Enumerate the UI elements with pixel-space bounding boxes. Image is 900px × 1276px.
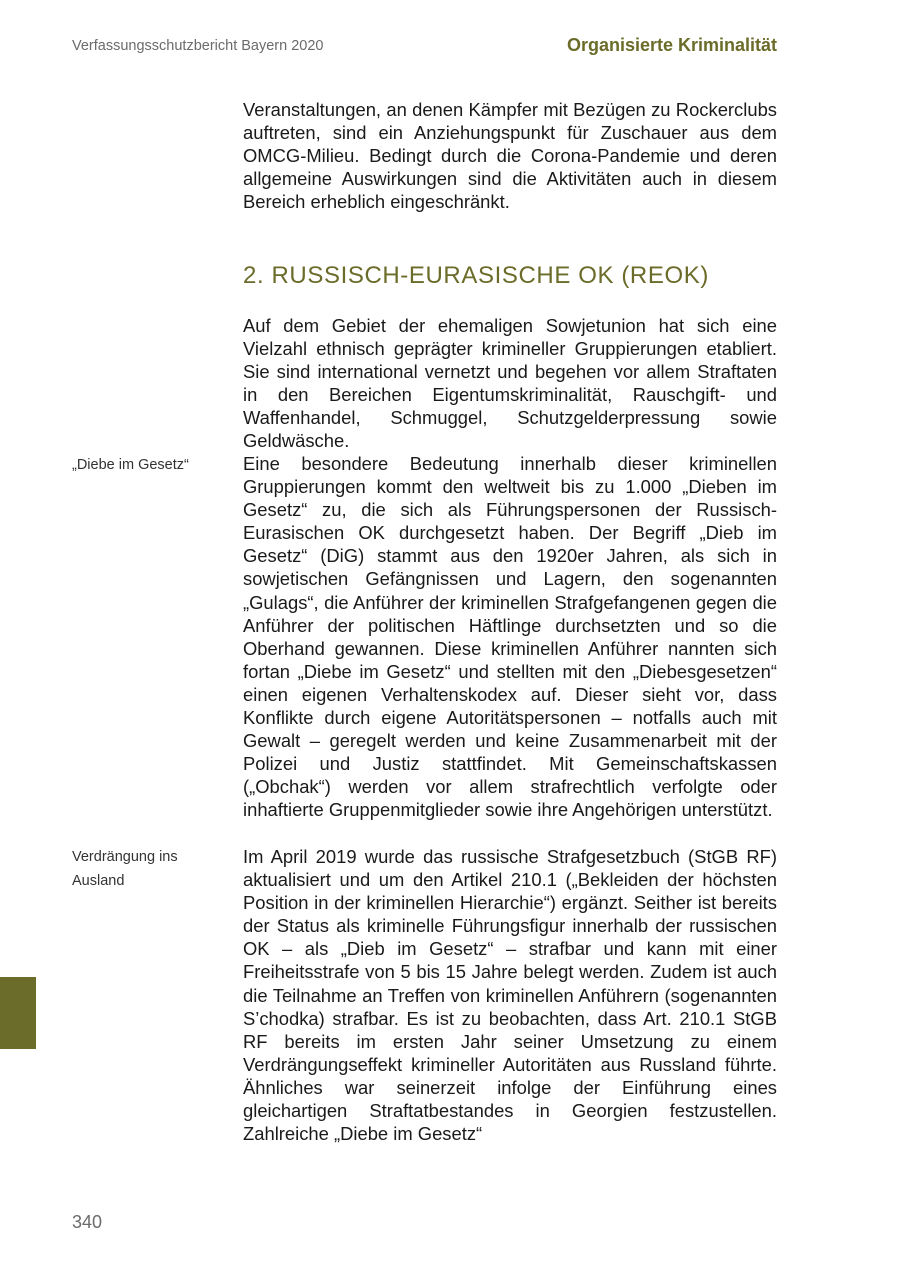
- paragraph-diebe-im-gesetz: Eine besondere Bedeutung innerhalb dieser kriminellen Gruppierungen kommt den weltweit bis zu 1.000 „Dieben im Gesetz“ zu, die sich als Führungspersonen der Russisch-Eurasischen OK durchgesetzt haben. Der Begriff „Dieb im Gesetz“ (DiG) stammt aus den 1920er Jahren, als sich in sowjetischen Gefängnissen und Lagern, den sogenannten „Gulags“, die Anführer der kriminellen Strafgefangenen gegen die Anführer der politischen Häftlinge durchsetzten und so die Oberhand gewannen. Diese kriminellen Anführer nannten sich fortan „Diebe im Gesetz“ und stellten mit den „Diebesgesetzen“ einen eigenen Verhaltenskodex auf. Dieser sieht vor, dass Konflikte durch eigene Autoritätspersonen – notfalls auch mit Gewalt – geregelt werden und keine Zusammenarbeit mit der Polizei und Justiz stattfindet. Mit Gemeinschaftskassen („Obchak“) werden vor allem strafrechtlich verfolgte oder inhaftierte Gruppenmitglieder sowie ihre Angehörigen unterstützt.: [243, 453, 777, 821]
- running-header-title: Verfassungsschutzbericht Bayern 2020: [72, 38, 324, 54]
- paragraph-verdraengung: Im April 2019 wurde das russische Strafgesetzbuch (StGB RF) aktualisiert und um den Artikel 210.1 („Bekleiden der höchsten Position in der kriminellen Hierarchie“) ergänzt. Seither ist bereits der Status als kriminelle Führungsfigur innerhalb der russischen OK – als „Dieb im Gesetz“ – strafbar und kann mit einer Freiheitsstrafe von 5 bis 15 Jahre belegt werden. Zudem ist auch die Teilnahme an Treffen von kriminellen Anführern (sogenannten S’chodka) strafbar. Es ist zu beobachten, dass Art. 210.1 StGB RF bereits im ersten Jahr seiner Umsetzung zu einem Verdrängungseffekt krimineller Autoritäten aus Russland führte. Ähnliches war seinerzeit infolge der Einführung eines gleichartigen Straftatbestandes in Georgien festzustellen. Zahlreiche „Diebe im Gesetz“: [243, 846, 777, 1145]
- page-number: 340: [72, 1212, 103, 1232]
- running-header-chapter: Organisierte Kriminalität: [566, 35, 777, 55]
- paragraph-rocker-events: Veranstaltungen, an denen Kämpfer mit Bezügen zu Rockerclubs auftreten, sind ein Anziehungspunkt für Zuschauer aus dem OMCG-Milieu. Bedingt durch die Corona-Pandemie und deren allgemeine Auswirkungen sind die Aktivitäten auch in diesem Bereich erheblich eingeschränkt.: [243, 99, 777, 213]
- margin-note-diebe-im-gesetz: „Diebe im Gesetz“: [72, 457, 189, 473]
- chapter-side-tab: [0, 977, 36, 1049]
- section-heading: 2. RUSSISCH-EURASISCHE OK (REOK): [243, 262, 709, 289]
- margin-note-verdraengung: Verdrängung ins Ausland: [72, 849, 178, 889]
- paragraph-reok-intro: Auf dem Gebiet der ehemaligen Sowjetunion hat sich eine Vielzahl ethnisch geprägter krimineller Gruppierungen etabliert. Sie sind international vernetzt und begehen vor allem Straftaten in den Bereichen Eigentumskriminalität, Rauschgift- und Waffenhandel, Schmuggel, Schutzgelderpressung sowie Geldwäsche.: [243, 315, 777, 452]
